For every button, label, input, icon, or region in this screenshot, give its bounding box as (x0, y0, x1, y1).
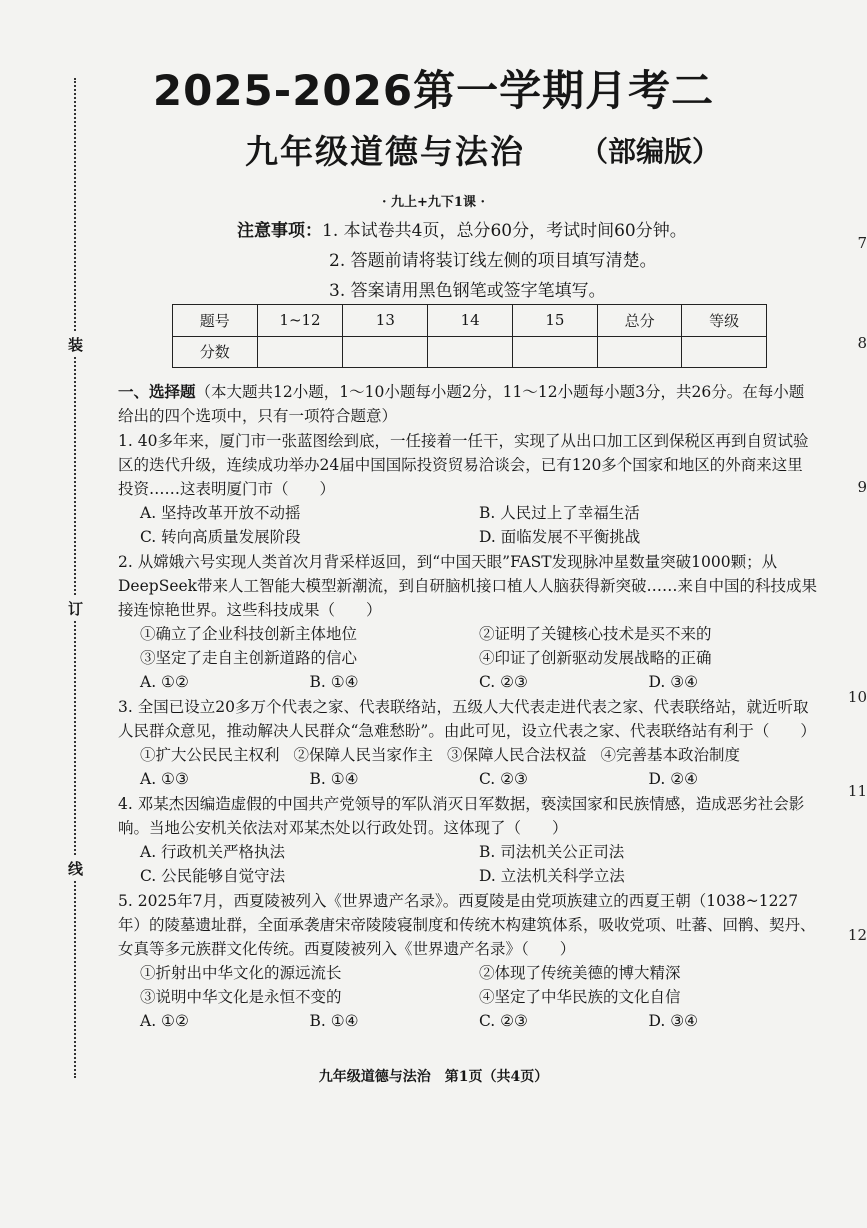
score-cell[interactable] (513, 336, 598, 368)
option-list (118, 840, 818, 888)
score-value-row (173, 336, 767, 368)
score-header-cell: 15 (513, 305, 598, 337)
question-2 (118, 550, 818, 694)
questions-area (118, 380, 818, 1033)
option-a[interactable]: A. 行政机关严格执法 (140, 843, 286, 861)
score-row-label: 分数 (173, 336, 258, 368)
option-list (118, 501, 818, 549)
option-d[interactable]: D. ②④ (648, 770, 699, 788)
note-item: 3. 答案请用黑色钢笔或签字笔填写。 (329, 281, 606, 301)
option-c[interactable]: C. 转向高质量发展阶段 (140, 528, 301, 546)
score-header-cell: 题号 (173, 305, 258, 337)
score-header-cell: 13 (343, 305, 428, 337)
binding-char-ding: 订 (68, 596, 83, 621)
option-a[interactable]: A. ①② (140, 1012, 189, 1030)
option-d[interactable]: D. 面临发展不平衡挑战 (479, 528, 641, 546)
option-list (118, 670, 818, 694)
score-header-cell: 14 (428, 305, 513, 337)
section-heading (118, 380, 818, 428)
question-stem: 2. 从嫦娥六号实现人类首次月背采样返回，到“中国天眼”FAST发现脉冲星数量突破1000颗；从DeepSeek带来人工智能大模型新潮流，到自研脑机接口植人人脑获得新突破……来自中国的科技成果接连惊艳世界。这些科技成果（ ） (118, 553, 818, 619)
edge-number: 7 (857, 234, 867, 252)
section-desc: （本大题共12小题，1～10小题每小题2分，11～12小题每小题3分，共26分。在每小题给出的四个选项中，只有一项符合题意） (118, 383, 805, 425)
edge-number: 9 (857, 478, 867, 496)
option-c[interactable]: C. 公民能够自觉守法 (140, 867, 286, 885)
option-list (118, 1009, 818, 1033)
question-stem: 5. 2025年7月，西夏陵被列入《世界遗产名录》。西夏陵是由党项族建立的西夏王朝（1038~1227年）的陵墓遗址群，全面承袭唐宋帝陵陵寝制度和传统木构建筑体系，吸收党项、吐蕃、回鹘、契丹、女真等多元族群文化传统。西夏陵被列入《世界遗产名录》（ ） (118, 892, 816, 958)
statement: ①确立了企业科技创新主体地位 (140, 625, 358, 643)
statement: ④坚定了中华民族的文化自信 (479, 988, 681, 1006)
option-b[interactable]: B. ①④ (309, 770, 359, 788)
score-header-cell: 1~12 (257, 305, 343, 337)
option-c[interactable]: C. ②③ (479, 770, 528, 788)
option-d[interactable]: D. ③④ (648, 673, 699, 691)
option-b[interactable]: B. 人民过上了幸福生活 (479, 504, 640, 522)
score-cell[interactable] (257, 336, 343, 368)
question-stem: 3. 全国已设立20多万个代表之家、代表联络站，五级人大代表走进代表之家、代表联络站，就近听取人民群众意见，推动解决人民群众“急难愁盼”。由此可见，设立代表之家、代表联络站有利于（ ） (118, 698, 816, 740)
score-header-row (173, 305, 767, 337)
option-b[interactable]: B. ①④ (309, 1012, 359, 1030)
edge-number: 10 (847, 688, 867, 706)
question-stem: 4. 邓某杰因编造虚假的中国共产党领导的军队消灭日军数据，亵渎国家和民族情感，造成恶劣社会影响。当地公安机关依法对邓某杰处以行政处罚。这体现了（ ） (118, 795, 805, 837)
statement: ③坚定了走自主创新道路的信心 (140, 649, 358, 667)
edition-label: （部编版） (580, 135, 721, 168)
statement: ③保障人民合法权益 (447, 746, 587, 764)
option-list (118, 767, 818, 791)
question-4 (118, 792, 818, 888)
notes-label: 注意事项： (237, 221, 322, 241)
exam-title: 2025-2026第一学期月考二 (152, 66, 715, 115)
question-5 (118, 889, 818, 1033)
statement: ②体现了传统美德的博大精深 (479, 964, 681, 982)
score-table (172, 304, 767, 368)
question-1 (118, 429, 818, 549)
score-cell[interactable] (428, 336, 513, 368)
exam-scope: · 九上+九下1课 · (381, 195, 486, 210)
statement: ①扩大公民民主权利 (140, 746, 280, 764)
option-c[interactable]: C. ②③ (479, 673, 528, 691)
question-3 (118, 695, 818, 791)
option-d[interactable]: D. 立法机关科学立法 (479, 867, 625, 885)
statement: ④印证了创新驱动发展战略的正确 (479, 649, 712, 667)
edge-number: 11 (847, 782, 867, 800)
score-header-cell: 等级 (682, 305, 767, 337)
statement-list (118, 961, 818, 1009)
question-stem: 1. 40多年来，厦门市一张蓝图绘到底，一任接着一任干，实现了从出口加工区到保税区再到自贸试验区的迭代升级，连续成功举办24届中国国际投资贸易洽谈会，已有120多个国家和地区的外商来这里投资……这表明厦门市（ ） (118, 432, 809, 498)
edge-number: 12 (847, 926, 867, 944)
score-cell[interactable] (597, 336, 682, 368)
option-a[interactable]: A. 坚持改革开放不动摇 (140, 504, 301, 522)
edge-number: 8 (857, 334, 867, 352)
statement-list (118, 743, 818, 767)
score-cell[interactable] (682, 336, 767, 368)
exam-subtitle: 九年级道德与法治 (245, 132, 525, 171)
page-footer: 九年级道德与法治 第1页（共4页） (318, 1069, 549, 1085)
note-item: 1. 本试卷共4页，总分60分，考试时间60分钟。 (322, 221, 687, 241)
notes-block (237, 216, 687, 306)
statement: ③说明中华文化是永恒不变的 (140, 988, 342, 1006)
section-label: 一、选择题 (118, 382, 196, 401)
option-a[interactable]: A. ①② (140, 673, 189, 691)
option-c[interactable]: C. ②③ (479, 1012, 528, 1030)
option-b[interactable]: B. ①④ (309, 673, 359, 691)
score-cell[interactable] (343, 336, 428, 368)
option-a[interactable]: A. ①③ (140, 770, 189, 788)
statement: ①折射出中华文化的源远流长 (140, 964, 342, 982)
statement: ②证明了关键核心技术是买不来的 (479, 625, 712, 643)
option-b[interactable]: B. 司法机关公正司法 (479, 843, 625, 861)
statement: ④完善基本政治制度 (600, 746, 741, 764)
binding-char-xian: 线 (68, 856, 83, 881)
binding-dotted-line (74, 78, 76, 1078)
note-item: 2. 答题前请将装订线左侧的项目填写清楚。 (329, 251, 657, 271)
binding-char-zhuang: 装 (68, 332, 83, 357)
option-d[interactable]: D. ③④ (648, 1012, 699, 1030)
statement-list (118, 622, 818, 670)
score-header-cell: 总分 (597, 305, 682, 337)
statement: ②保障人民当家作主 (293, 746, 434, 764)
